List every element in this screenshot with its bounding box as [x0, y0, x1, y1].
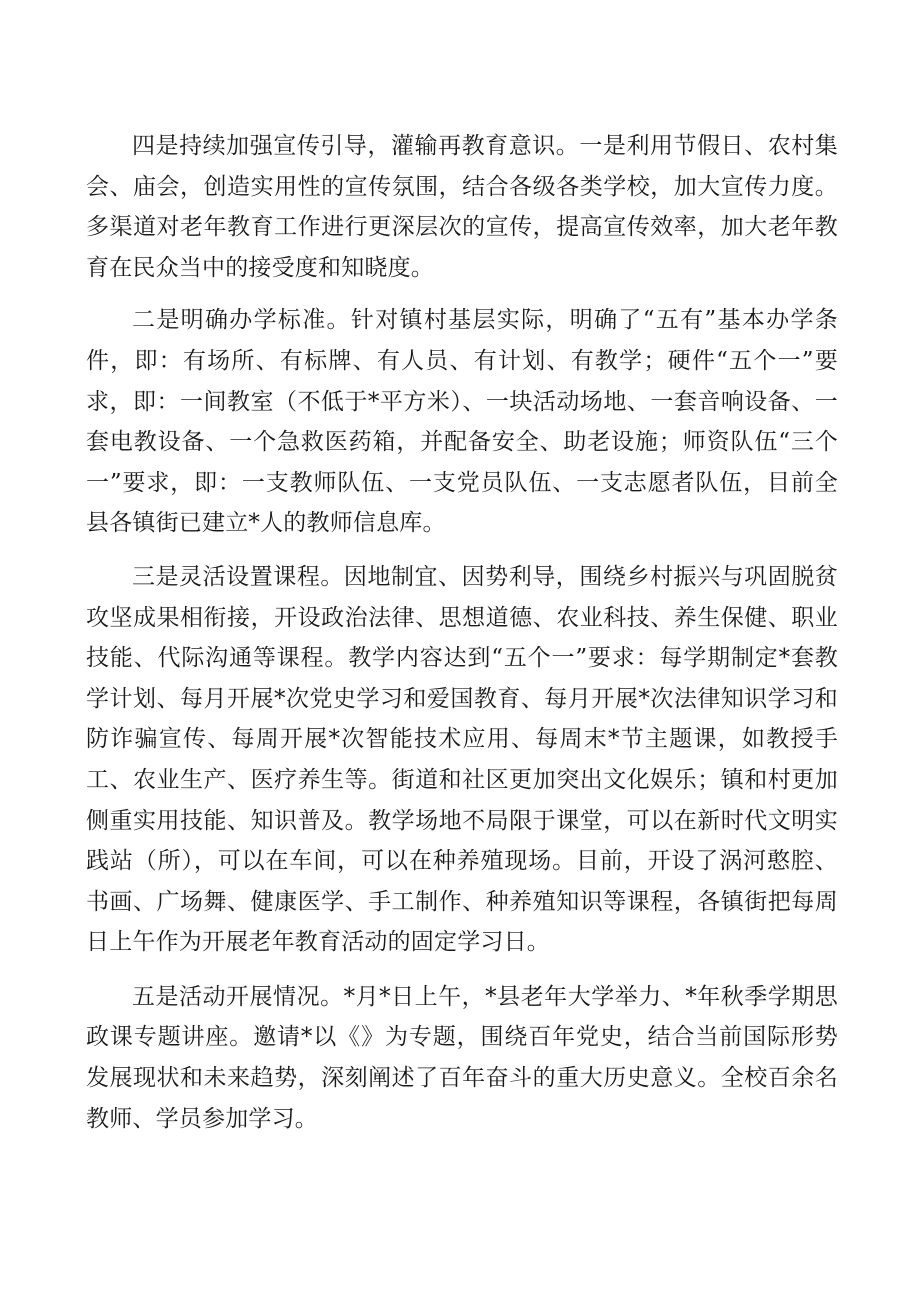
paragraph-activities: 五是活动开展情况。*月*日上午，*县老年大学举力、*年秋季学期思政课专题讲座。邀请*以《》为专题，围绕百年党史，结合当前国际形势发展现状和未来趋势，深刻阐述了百年奋斗的重大历史意义。全校百余名教师、学员参加学习。	[86, 983, 838, 1132]
paragraph-curriculum: 三是灵活设置课程。因地制宜、因势利导，围绕乡村振兴与巩固脱贫攻坚成果相衔接，开设政治法律、思想道德、农业科技、养生保健、职业技能、代际沟通等课程。教学内容达到“五个一”要求：每学期制定*套教学计划、每月开展*次党史学习和爱国教育、每月开展*次法律知识学习和防诈骗宣传、每周开展*次智能技术应用、每周末*节主题课，如教授手工、农业生产、医疗养生等。街道和社区更加突出文化娱乐；镇和村更加侧重实用技能、知识普及。教学场地不局限于课堂，可以在新时代文明实践站（所），可以在车间，可以在种养殖现场。目前，开设了涡河憨腔、书画、广场舞、健康医学、手工制作、种养殖知识等课程，各镇街把每周日上午作为开展老年教育活动的固定学习日。	[86, 563, 838, 956]
paragraph-school-standards: 二是明确办学标准。针对镇村基层实际，明确了“五有”基本办学条件，即：有场所、有标牌、有人员、有计划、有教学；硬件“五个一”要求，即：一间教室（不低于*平方米）、一块活动场地、一套音响设备、一套电教设备、一个急救医药箱，并配备安全、助老设施；师资队伍“三个一”要求，即：一支教师队伍、一支党员队伍、一支志愿者队伍，目前全县各镇街已建立*人的教师信息库。	[86, 307, 838, 537]
paragraph-publicity: 四是持续加强宣传引导，灌输再教育意识。一是利用节假日、农村集会、庙会，创造实用性的宣传氛围，结合各级各类学校，加大宣传力度。多渠道对老年教育工作进行更深层次的宣传，提高宣传效率，加大老年教育在民众当中的接受度和知晓度。	[86, 133, 838, 281]
document-page	[86, 126, 838, 1139]
